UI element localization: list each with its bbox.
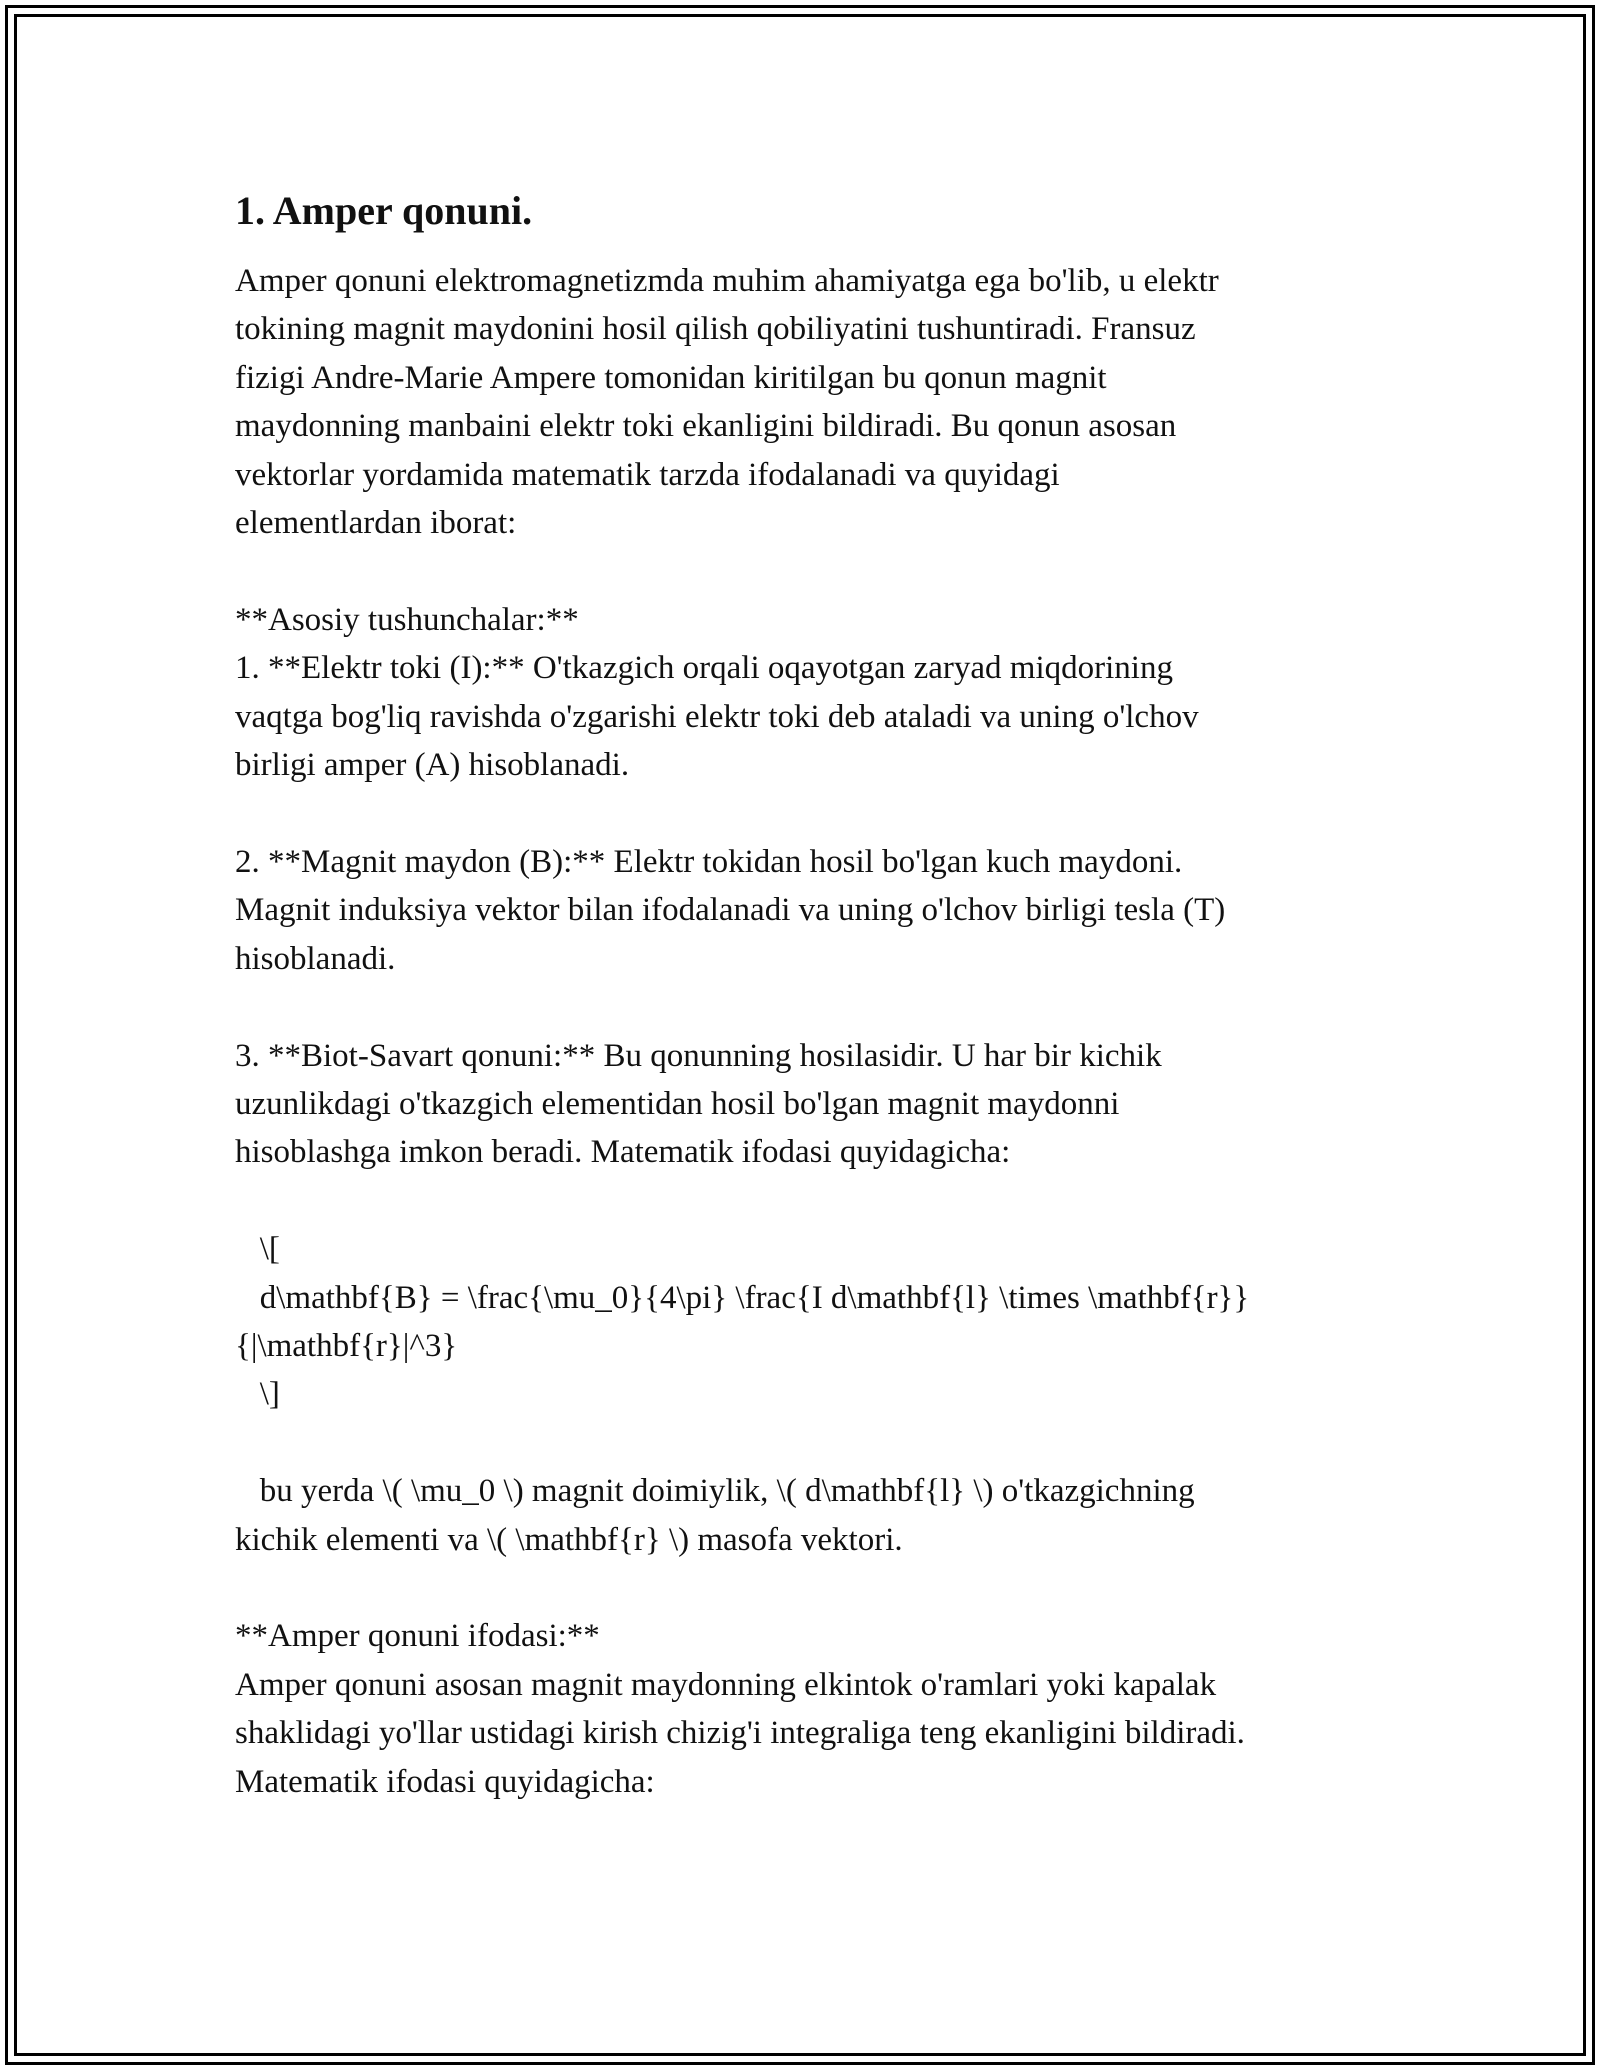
document-body: Amper qonuni elektromagnetizmda muhim ahamiyatga ega bo'lib, u elektr tokining magnit maydonini hosil qilish qobiliyatini tushuntiradi. Fransuz fizigi Andre-Marie Ampere tomonidan kiritilgan bu qonun magnit maydonning manbaini elektr toki ekanligini bildiradi. Bu qonun asosan vektorlar yordamida matematik tarzda ifodalanadi va quyidagi elementlardan iborat: **Asosiy tushunchalar:** 1. **Elektr toki (I):** O'tkazgich orqali oqayotgan zaryad miqdorining vaqtga bog'liq ravishda o'zgarishi elektr toki deb ataladi va uning o'lchov birligi amper (A) hisoblanadi. 2. **Magnit maydon (B):** Elektr tokidan hosil bo'lgan kuch maydoni. Magnit induksiya vektor bilan ifodalanadi va uning o'lchov birligi tesla (T) hisoblanadi. 3. **Biot-Savart qonuni:** Bu qonunning hosilasidir. U har bir kichik uzunlikdagi o'tkazgich elementidan hosil bo'lgan magnit maydonni hisoblashga imkon beradi. Matematik ifodasi quyidagicha: \[ d\mathbf{B} = \frac{\mu_0}{4\pi} \frac{I d\mathbf{l} \times \mathbf{r}} {|\mathbf{r}|^3} \] bu yerda \( \mu_0 \) magnit doimiylik, \( d\mathbf{l} \) o'tkazgichning kichik elementi va \( \mathbf{r} \) masofa vektori. **Amper qonuni ifodasi:** Amper qonuni asosan magnit maydonning elkintok o'ramlari yoki kapalak shaklidagi yo'llar ustidagi kirish chizig'i integraliga teng ekanligini bildiradi. Matematik ifodasi quyidagicha: [235, 263, 1250, 1800]
document-content [235, 185, 1385, 1806]
document-title: 1. Amper qonuni. [235, 188, 533, 233]
